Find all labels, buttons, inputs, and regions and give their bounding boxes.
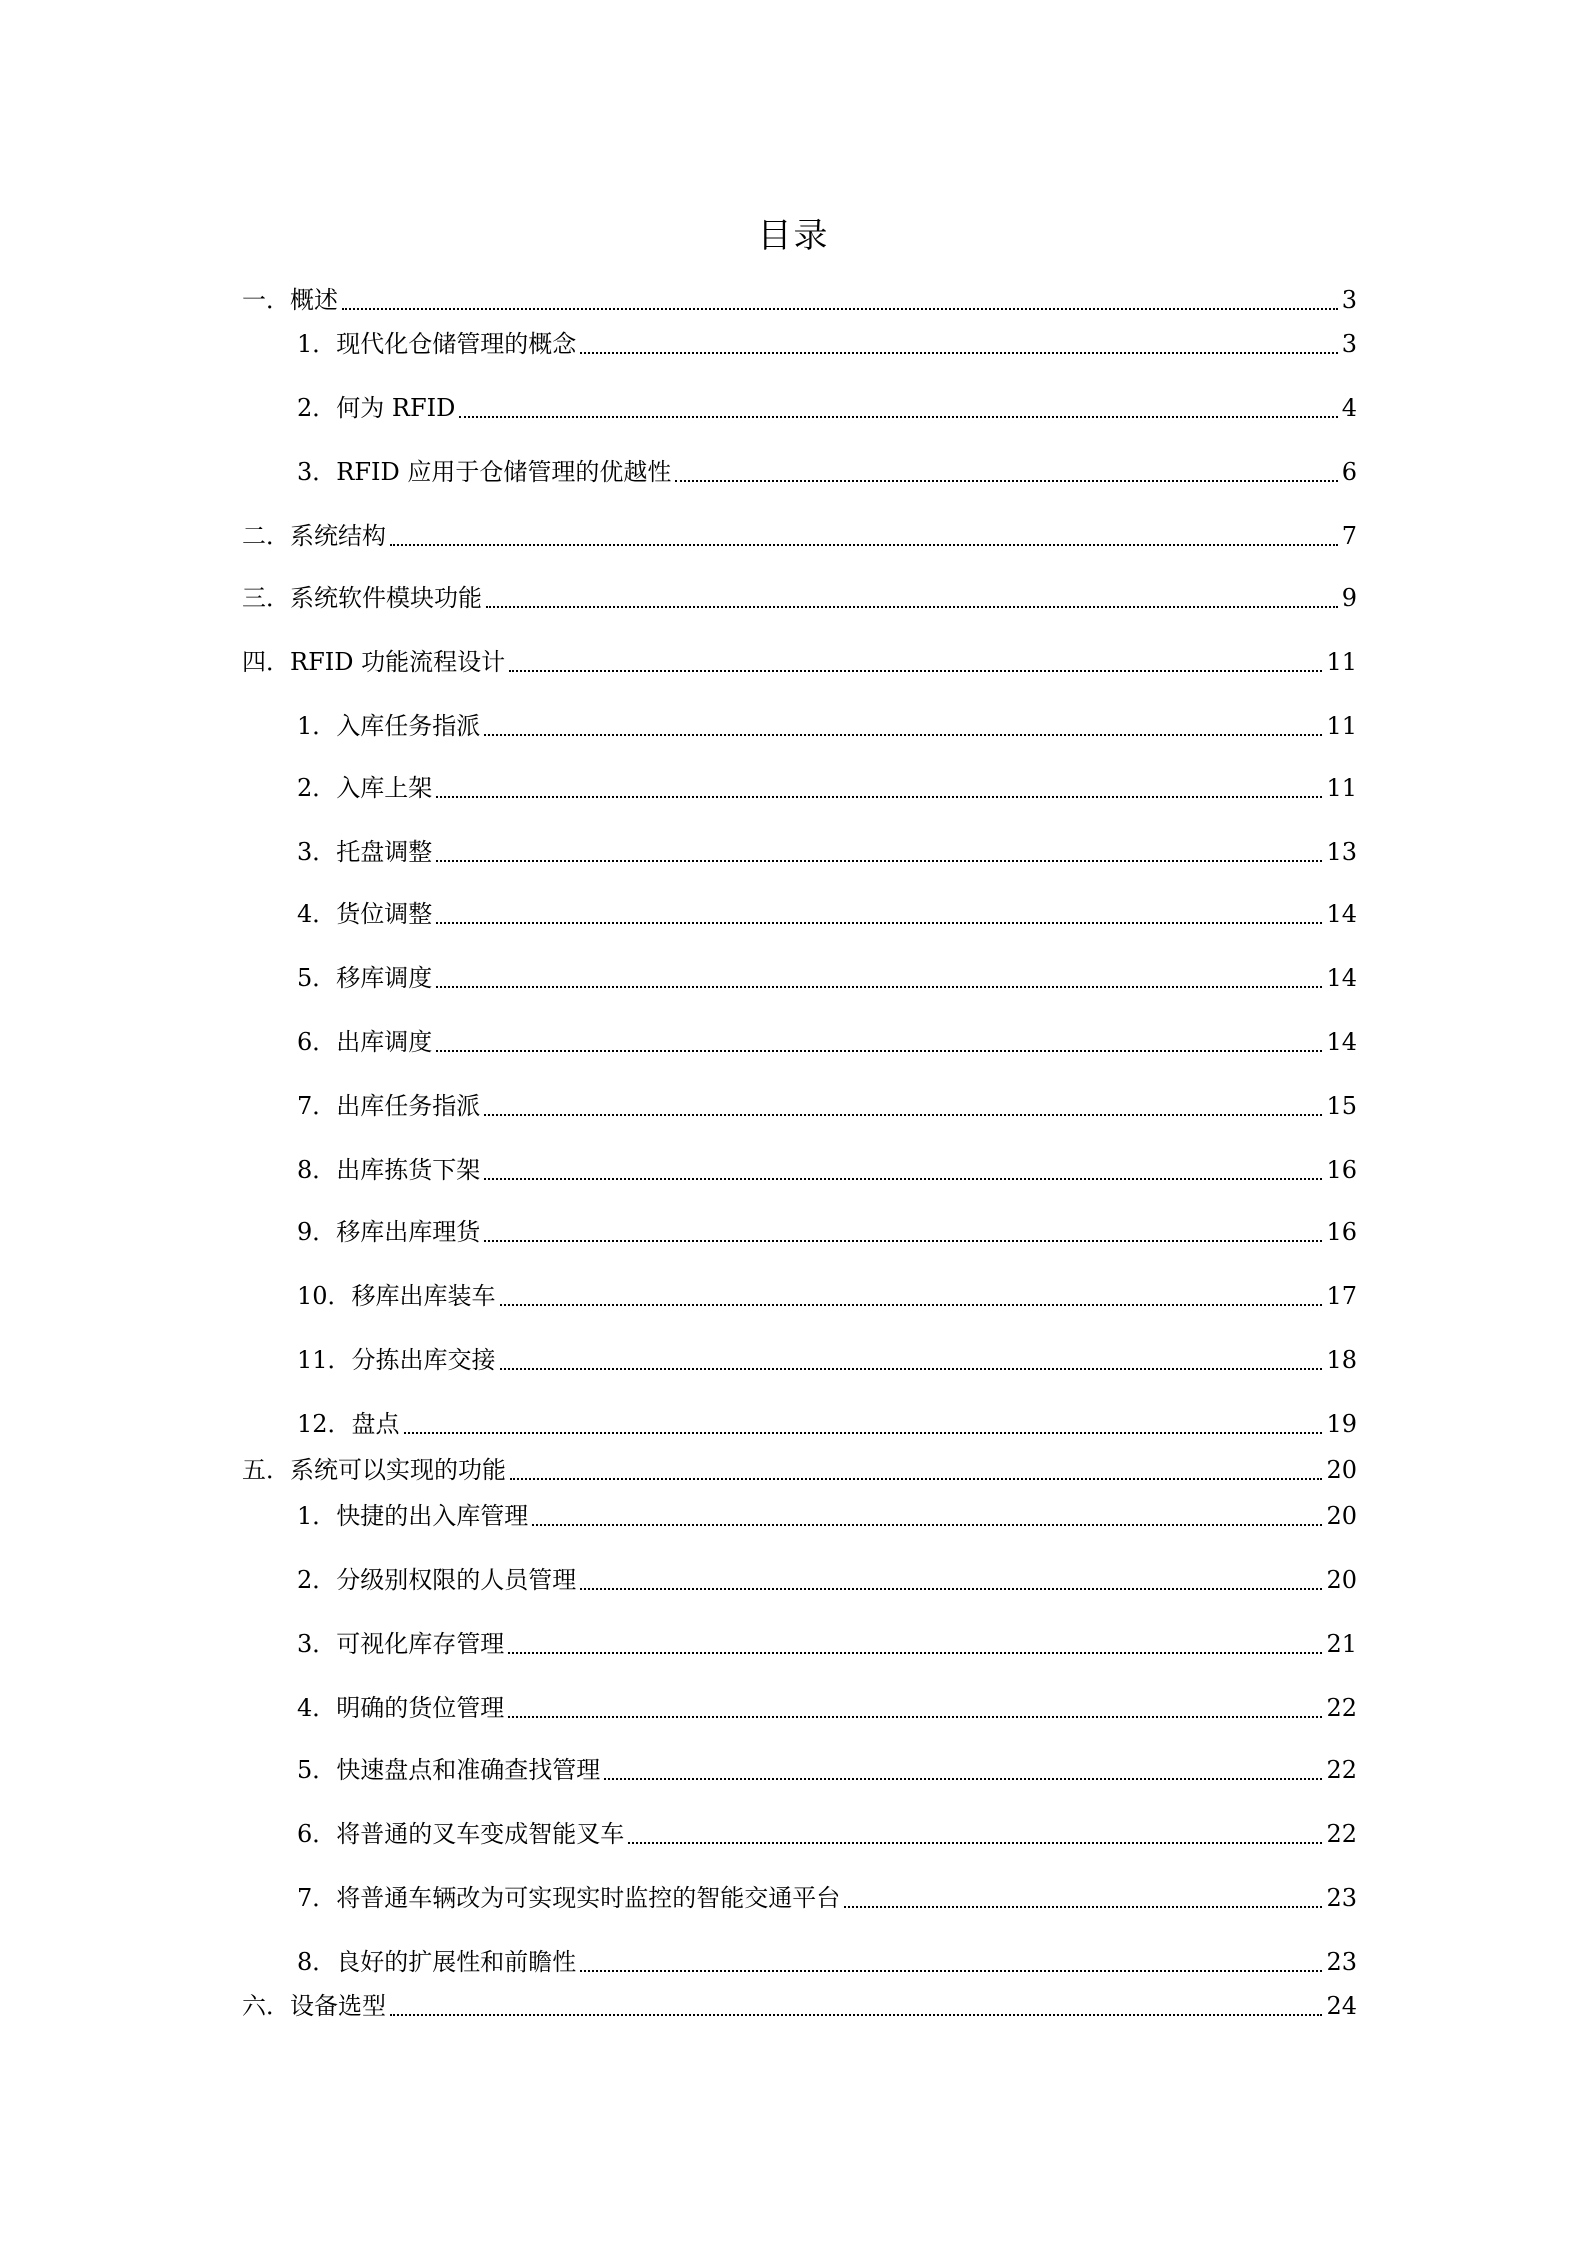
toc-dot-leader: [580, 1588, 1322, 1590]
toc-page-number: 7: [1341, 522, 1357, 550]
toc-dot-leader: [390, 2014, 1322, 2016]
toc-dot-leader: [390, 544, 1338, 546]
toc-page-number: 23: [1326, 1948, 1357, 1976]
toc-page-number: 14: [1326, 1028, 1357, 1056]
toc-page-number: 13: [1326, 838, 1357, 866]
toc-title: 目录: [757, 216, 830, 256]
toc-entry[interactable]: [297, 1940, 1357, 1984]
toc-entry[interactable]: [297, 1876, 1357, 1920]
toc-entry[interactable]: [297, 1748, 1357, 1792]
toc-entry-label: 4．明确的货位管理: [297, 1694, 505, 1722]
toc-entry[interactable]: [297, 704, 1357, 748]
toc-dot-leader: [459, 416, 1337, 418]
toc-dot-leader: [484, 1114, 1322, 1116]
toc-entry[interactable]: [242, 514, 1357, 558]
toc-page-number: 24: [1326, 1992, 1357, 2020]
toc-page-number: 14: [1326, 900, 1357, 928]
toc-dot-leader: [510, 1478, 1322, 1480]
toc-entry-label: 10．移库出库装车: [297, 1282, 496, 1310]
toc-page-number: 4: [1341, 394, 1357, 422]
toc-dot-leader: [436, 860, 1322, 862]
toc-entry-label: 5．快速盘点和准确查找管理: [297, 1756, 601, 1784]
toc-dot-leader: [436, 922, 1322, 924]
toc-dot-leader: [404, 1432, 1323, 1434]
toc-entry[interactable]: [297, 1558, 1357, 1602]
toc-entry-label: 四．RFID 功能流程设计: [242, 648, 506, 676]
toc-entry-label: 5．移库调度: [297, 964, 433, 992]
toc-entry[interactable]: [297, 450, 1357, 494]
toc-dot-leader: [484, 1240, 1322, 1242]
toc-page-number: 16: [1326, 1156, 1357, 1184]
toc-entry[interactable]: [242, 278, 1357, 322]
toc-dot-leader: [342, 308, 1338, 310]
toc-entry[interactable]: [297, 1812, 1357, 1856]
toc-page-number: 21: [1326, 1630, 1357, 1658]
toc-dot-leader: [508, 1716, 1322, 1718]
toc-page-number: 16: [1326, 1218, 1357, 1246]
toc-page-number: 19: [1326, 1410, 1357, 1438]
toc-entry[interactable]: [297, 1622, 1357, 1666]
toc-entry-label: 6．出库调度: [297, 1028, 433, 1056]
toc-entry[interactable]: [242, 1448, 1357, 1492]
toc-entry[interactable]: [297, 766, 1357, 810]
toc-entry[interactable]: [297, 1274, 1357, 1318]
toc-dot-leader: [580, 352, 1337, 354]
toc-entry-label: 7．将普通车辆改为可实现实时监控的智能交通平台: [297, 1884, 841, 1912]
toc-page-number: 17: [1326, 1282, 1357, 1310]
toc-page-number: 11: [1326, 712, 1357, 740]
toc-page-number: 20: [1326, 1502, 1357, 1530]
toc-page-number: 20: [1326, 1456, 1357, 1484]
toc-entry[interactable]: [297, 1148, 1357, 1192]
toc-page-number: 14: [1326, 964, 1357, 992]
toc-page-number: 3: [1341, 330, 1357, 358]
toc-entry-label: 2．入库上架: [297, 774, 433, 802]
toc-entry-label: 1．入库任务指派: [297, 712, 481, 740]
toc-dot-leader: [628, 1842, 1322, 1844]
toc-entry-label: 12．盘点: [297, 1410, 400, 1438]
toc-page-number: 9: [1341, 584, 1357, 612]
toc-entry-label: 9．移库出库理货: [297, 1218, 481, 1246]
toc-entry-label: 3．托盘调整: [297, 838, 433, 866]
toc-entry[interactable]: [297, 1210, 1357, 1254]
toc-entry-label: 五．系统可以实现的功能: [242, 1456, 506, 1484]
toc-entry-label: 2．分级别权限的人员管理: [297, 1566, 577, 1594]
toc-entry[interactable]: [297, 1686, 1357, 1730]
toc-entry[interactable]: [297, 830, 1357, 874]
toc-entry-label: 2．何为 RFID: [297, 394, 456, 422]
toc-entry[interactable]: [242, 1984, 1357, 2028]
toc-dot-leader: [604, 1778, 1322, 1780]
toc-entry[interactable]: [297, 956, 1357, 1000]
toc-entry[interactable]: [297, 386, 1357, 430]
toc-dot-leader: [509, 670, 1322, 672]
toc-dot-leader: [844, 1906, 1322, 1908]
toc-entry-label: 6．将普通的叉车变成智能叉车: [297, 1820, 625, 1848]
toc-entry-label: 三．系统软件模块功能: [242, 584, 482, 612]
toc-entry-label: 1．现代化仓储管理的概念: [297, 330, 577, 358]
toc-dot-leader: [500, 1368, 1323, 1370]
toc-entry-label: 1．快捷的出入库管理: [297, 1502, 529, 1530]
toc-dot-leader: [436, 986, 1322, 988]
toc-page-number: 6: [1341, 458, 1357, 486]
toc-entry-label: 7．出库任务指派: [297, 1092, 481, 1120]
toc-dot-leader: [436, 1050, 1322, 1052]
toc-dot-leader: [580, 1970, 1322, 1972]
toc-page-number: 15: [1326, 1092, 1357, 1120]
toc-entry[interactable]: [297, 892, 1357, 936]
toc-entry[interactable]: [297, 322, 1357, 366]
toc-entry-label: 3．RFID 应用于仓储管理的优越性: [297, 458, 672, 486]
toc-entry-label: 8．出库拣货下架: [297, 1156, 481, 1184]
toc-page-number: 22: [1326, 1694, 1357, 1722]
toc-entry[interactable]: [297, 1020, 1357, 1064]
toc-entry-label: 3．可视化库存管理: [297, 1630, 505, 1658]
toc-dot-leader: [436, 796, 1322, 798]
toc-entry[interactable]: [297, 1338, 1357, 1382]
toc-page-number: 22: [1326, 1756, 1357, 1784]
toc-page-number: 3: [1341, 286, 1357, 314]
toc-entry-label: 11．分拣出库交接: [297, 1346, 496, 1374]
toc-entry[interactable]: [242, 576, 1357, 620]
toc-page-number: 11: [1326, 648, 1357, 676]
toc-dot-leader: [532, 1524, 1322, 1526]
toc-dot-leader: [500, 1304, 1323, 1306]
toc-page-number: 20: [1326, 1566, 1357, 1594]
toc-entry[interactable]: [242, 640, 1357, 684]
toc-entry[interactable]: [297, 1084, 1357, 1128]
toc-dot-leader: [484, 734, 1322, 736]
toc-entry-label: 一．概述: [242, 286, 338, 314]
toc-entry-label: 8．良好的扩展性和前瞻性: [297, 1948, 577, 1976]
toc-page-number: 23: [1326, 1884, 1357, 1912]
toc-entry-label: 4．货位调整: [297, 900, 433, 928]
toc-dot-leader: [486, 606, 1338, 608]
toc-dot-leader: [508, 1652, 1322, 1654]
toc-page-number: 18: [1326, 1346, 1357, 1374]
toc-dot-leader: [675, 480, 1337, 482]
toc-page-number: 11: [1326, 774, 1357, 802]
toc-entry-label: 六．设备选型: [242, 1992, 386, 2020]
toc-entry[interactable]: [297, 1494, 1357, 1538]
toc-dot-leader: [484, 1178, 1322, 1180]
toc-entry[interactable]: [297, 1402, 1357, 1446]
toc-entry-label: 二．系统结构: [242, 522, 386, 550]
toc-page-number: 22: [1326, 1820, 1357, 1848]
